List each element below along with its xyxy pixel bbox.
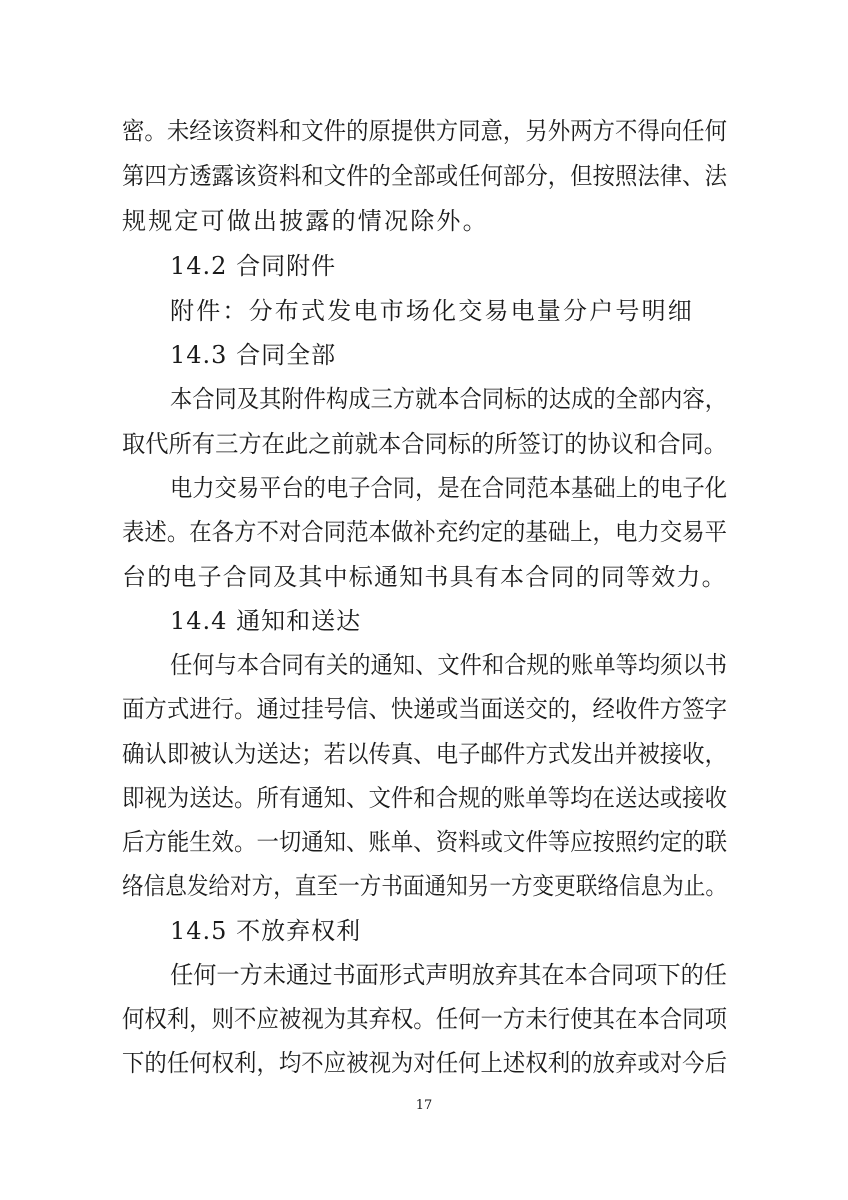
text-line: 面方式进行。通过挂号信、快递或当面送交的，经收件方签字 — [122, 695, 727, 723]
section-heading: 14.5 不放弃权利 — [170, 917, 362, 945]
text-line: 下的任何权利，均不应被视为对任何上述权利的放弃或对今后 — [122, 1049, 727, 1077]
section-heading: 14.4 通知和送达 — [170, 607, 362, 635]
text-line: 规规定可做出披露的情况除外。 — [122, 207, 489, 235]
section-heading: 14.3 合同全部 — [170, 341, 337, 369]
text-line: 何权利，则不应被视为其弃权。任何一方未行使其在本合同项 — [122, 1005, 727, 1033]
text-line: 后方能生效。一切通知、账单、资料或文件等应按照约定的联 — [122, 828, 727, 856]
text-line: 密。未经该资料和文件的原提供方同意，另外两方不得向任何 — [122, 117, 727, 145]
text-line: 表述。在各方不对合同范本做补充约定的基础上，电力交易平 — [122, 518, 727, 546]
text-line: 任何与本合同有关的通知、文件和合规的账单等均须以书 — [170, 651, 727, 679]
text-line: 即视为送达。所有通知、文件和合规的账单等均在送达或接收 — [122, 784, 727, 812]
text-line: 附件：分布式发电市场化交易电量分户号明细 — [170, 297, 694, 325]
text-line: 本合同及其附件构成三方就本合同标的达成的全部内容， — [170, 385, 727, 413]
section-heading: 14.2 合同附件 — [170, 252, 337, 280]
page-number: 17 — [415, 1098, 433, 1113]
text-line: 台的电子合同及其中标通知书具有本合同的同等效力。 — [122, 563, 727, 591]
text-line: 电力交易平台的电子合同，是在合同范本基础上的电子化 — [170, 474, 727, 502]
text-line: 任何一方未通过书面形式声明放弃其在本合同项下的任 — [170, 961, 727, 989]
text-line: 取代所有三方在此之前就本合同标的所签订的协议和合同。 — [122, 430, 727, 458]
text-line: 络信息发给对方，直至一方书面通知另一方变更联络信息为止。 — [122, 872, 727, 900]
text-line: 第四方透露该资料和文件的全部或任何部分，但按照法律、法 — [122, 162, 727, 190]
text-line: 确认即被认为送达；若以传真、电子邮件方式发出并被接收， — [122, 740, 727, 768]
